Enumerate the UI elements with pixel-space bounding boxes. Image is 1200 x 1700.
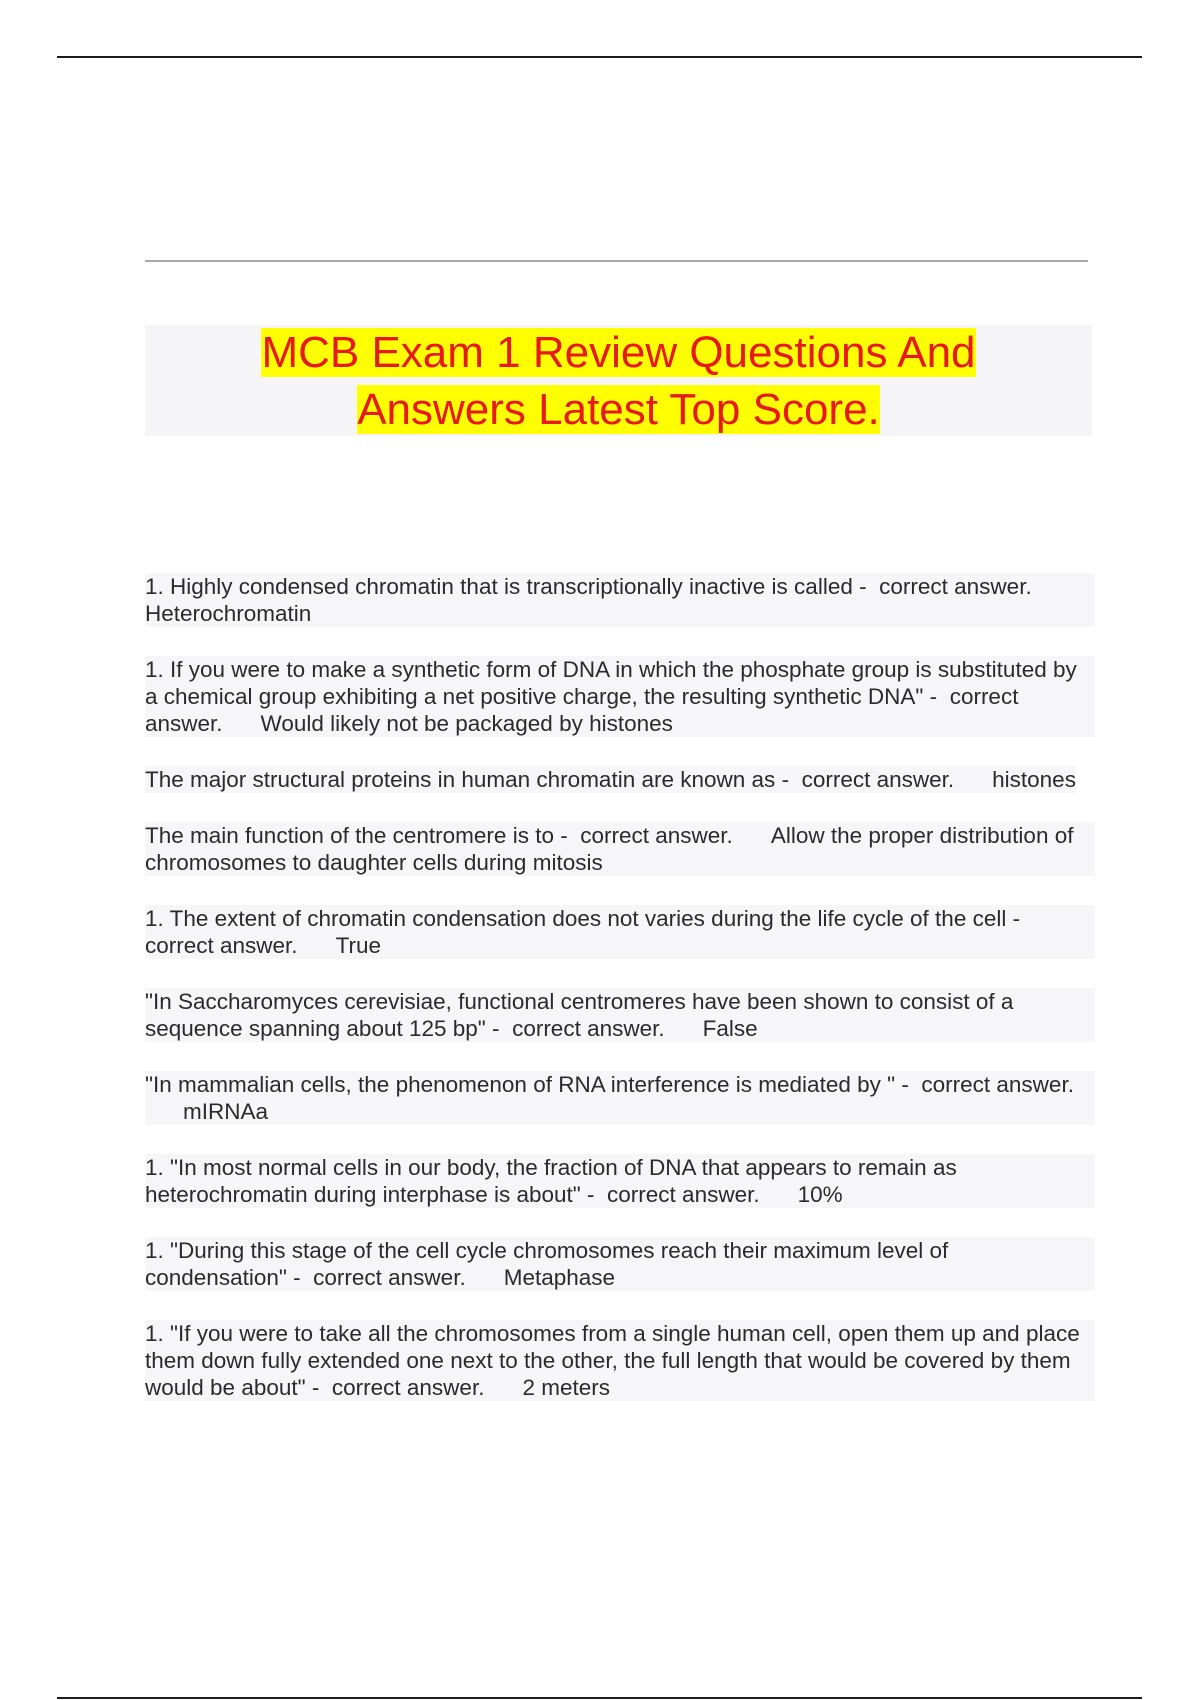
answer-label: correct answer.: [313, 1265, 466, 1290]
answer-text: Heterochromatin: [145, 601, 312, 626]
qa-item: [145, 822, 1095, 876]
question-text: "In Saccharomyces cerevisiae, functional centromeres have been shown to consist of a sequence spanning about 125 bp": [145, 989, 1014, 1041]
answer-text: histones: [992, 767, 1076, 792]
qa-item: [145, 988, 1095, 1042]
answer-text: Would likely not be packaged by histones: [260, 711, 673, 736]
separator: -: [293, 1265, 301, 1290]
question-text: 1. "If you were to take all the chromosomes from a single human cell, open them up and place them down fully extended one next to the other, the full length that would be covered by them would be about": [145, 1321, 1080, 1400]
question-text: 1. The extent of chromatin condensation does not varies during the life cycle of the cell: [145, 906, 1007, 931]
answer-label: correct answer.: [145, 933, 298, 958]
qa-item: [145, 573, 1095, 627]
title-line-1: MCB Exam 1 Review Questions And: [261, 327, 976, 377]
separator: -: [587, 1182, 595, 1207]
question-text: 1. If you were to make a synthetic form of DNA in which the phosphate group is substituted by a chemical group exhibiting a net positive charge, the resulting synthetic DNA": [145, 657, 1077, 709]
qa-item: [145, 766, 1076, 793]
question-text: The major structural proteins in human chromatin are known as: [145, 767, 776, 792]
separator: -: [560, 823, 568, 848]
separator: -: [859, 574, 867, 599]
separator: -: [781, 767, 790, 792]
answer-text: False: [702, 1016, 758, 1041]
separator: -: [929, 684, 938, 709]
question-text: "In mammalian cells, the phenomenon of RNA interference is mediated by ": [145, 1072, 896, 1097]
answer-text: 10%: [797, 1182, 843, 1207]
separator: -: [1012, 906, 1021, 931]
answer-label: correct answer.: [921, 1072, 1074, 1097]
answer-label: correct answer.: [580, 823, 733, 848]
answer-label: correct answer.: [801, 767, 955, 792]
qa-item: [145, 1237, 1095, 1291]
answer-text: Metaphase: [503, 1265, 616, 1290]
top-rule: [57, 56, 1142, 58]
answer-text: mIRNAa: [183, 1099, 269, 1124]
title-line-2: Answers Latest Top Score.: [357, 384, 880, 434]
answer-label: correct answer.: [879, 574, 1032, 599]
answer-text: Allow the proper distribution of chromosomes to daughter cells during mitosis: [145, 823, 1074, 875]
answer-label: correct answer.: [512, 1016, 665, 1041]
separator: -: [492, 1016, 500, 1041]
question-text: 1. "In most normal cells in our body, the fraction of DNA that appears to remain as heterochromatin during interphase is about": [145, 1155, 957, 1207]
bottom-rule: [57, 1697, 1142, 1699]
document-title: [261, 324, 975, 438]
separator: -: [311, 1375, 320, 1400]
answer-label: correct answer.: [145, 684, 1019, 736]
answer-label: correct answer.: [607, 1182, 760, 1207]
header-divider: [145, 260, 1088, 262]
answer-text: True: [335, 933, 381, 958]
qa-item: [145, 656, 1095, 737]
qa-list: [145, 573, 1095, 1430]
title-block: [145, 325, 1092, 436]
answer-label: correct answer.: [331, 1375, 485, 1400]
qa-item: [145, 905, 1095, 959]
qa-item: [145, 1071, 1095, 1125]
question-text: 1. Highly condensed chromatin that is transcriptionally inactive is called: [145, 574, 853, 599]
qa-item: [145, 1320, 1095, 1401]
question-text: The main function of the centromere is to: [145, 823, 554, 848]
question-text: 1. "During this stage of the cell cycle chromosomes reach their maximum level of condensation": [145, 1238, 949, 1290]
qa-item: [145, 1154, 1095, 1208]
separator: -: [901, 1072, 909, 1097]
answer-text: 2 meters: [522, 1375, 610, 1400]
